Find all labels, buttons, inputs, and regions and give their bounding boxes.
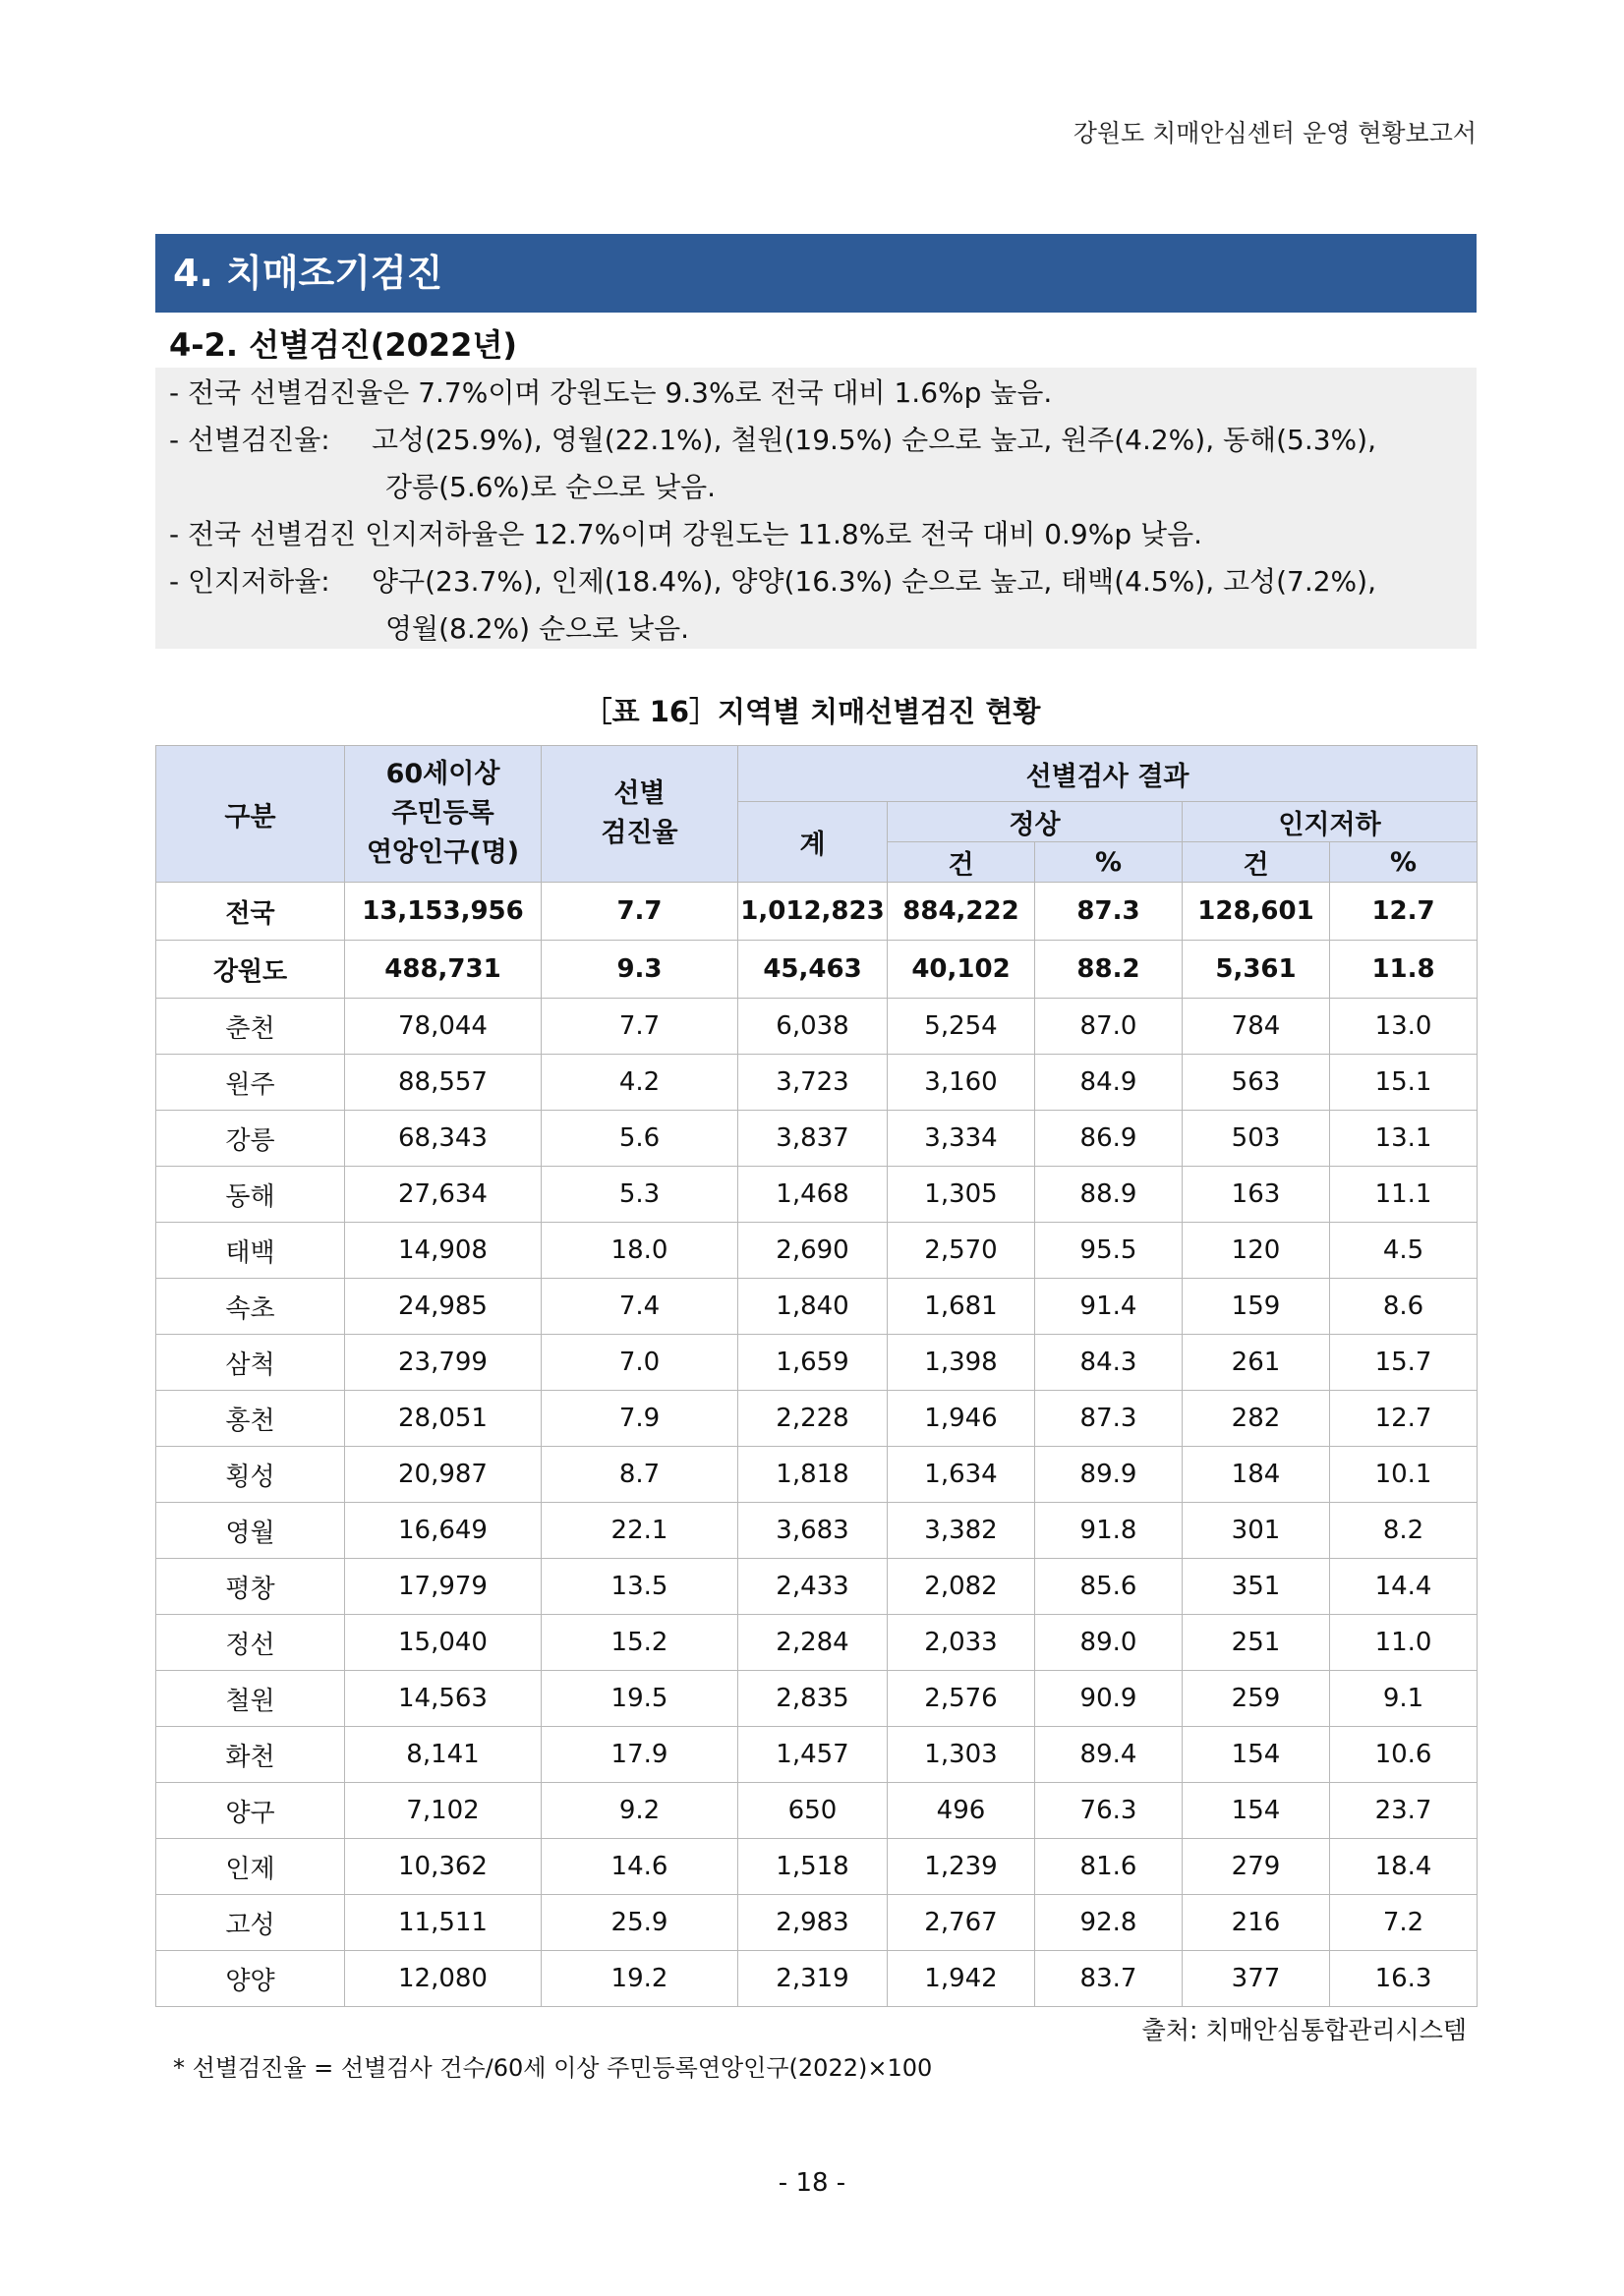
cell-normal-count: 2,576 [888, 1671, 1035, 1727]
cell-screening-rate: 18.0 [542, 1223, 738, 1279]
cell-normal-count: 3,160 [888, 1055, 1035, 1111]
cell-region: 동해 [156, 1167, 345, 1223]
footnote: * 선별검진율 = 선별검사 건수/60세 이상 주민등록연앙인구(2022)×100 [173, 2054, 933, 2082]
cell-impaired-count: 503 [1183, 1111, 1330, 1167]
cell-normal-percent: 95.5 [1035, 1223, 1183, 1279]
cell-impaired-percent: 11.1 [1330, 1167, 1478, 1223]
cell-normal-count: 5,254 [888, 999, 1035, 1055]
cell-region: 철원 [156, 1671, 345, 1727]
cell-population: 14,563 [345, 1671, 542, 1727]
cell-normal-percent: 89.0 [1035, 1615, 1183, 1671]
cell-region: 영월 [156, 1503, 345, 1559]
cell-population: 488,731 [345, 941, 542, 999]
cell-impaired-count: 563 [1183, 1055, 1330, 1111]
table-row [156, 1055, 1478, 1111]
cell-population: 16,649 [345, 1503, 542, 1559]
cell-impaired-percent: 8.6 [1330, 1279, 1478, 1335]
table-row [156, 883, 1478, 941]
cell-impaired-percent: 13.0 [1330, 999, 1478, 1055]
cell-region: 삼척 [156, 1335, 345, 1391]
table-row [156, 1279, 1478, 1335]
cell-screening-rate: 17.9 [542, 1727, 738, 1783]
table-row [156, 1335, 1478, 1391]
cell-screening-rate: 5.3 [542, 1167, 738, 1223]
cell-impaired-count: 128,601 [1183, 883, 1330, 941]
cell-population: 20,987 [345, 1447, 542, 1503]
cell-total: 1,012,823 [738, 883, 888, 941]
cell-population: 11,511 [345, 1895, 542, 1951]
cell-normal-percent: 92.8 [1035, 1895, 1183, 1951]
summary-label: - 선별검진율: [169, 424, 330, 456]
cell-screening-rate: 19.5 [542, 1671, 738, 1727]
cell-population: 23,799 [345, 1335, 542, 1391]
cell-impaired-count: 279 [1183, 1839, 1330, 1895]
cell-screening-rate: 7.9 [542, 1391, 738, 1447]
cell-screening-rate: 7.7 [542, 999, 738, 1055]
cell-impaired-percent: 15.7 [1330, 1335, 1478, 1391]
cell-impaired-count: 251 [1183, 1615, 1330, 1671]
cell-population: 15,040 [345, 1615, 542, 1671]
cell-normal-percent: 84.9 [1035, 1055, 1183, 1111]
cell-population: 14,908 [345, 1223, 542, 1279]
cell-impaired-percent: 4.5 [1330, 1223, 1478, 1279]
cell-normal-percent: 91.8 [1035, 1503, 1183, 1559]
cell-impaired-percent: 7.2 [1330, 1895, 1478, 1951]
cell-normal-percent: 88.2 [1035, 941, 1183, 999]
cell-region: 강릉 [156, 1111, 345, 1167]
table-caption: ［표 16］지역별 치매선별검진 현황 [583, 695, 1041, 728]
cell-impaired-count: 301 [1183, 1503, 1330, 1559]
cell-population: 17,979 [345, 1559, 542, 1615]
summary-text: 고성(25.9%), 영월(22.1%), 철원(19.5%) 순으로 높고, 원주(4.2%), 동해(5.3%), [372, 424, 1376, 456]
cell-impaired-count: 120 [1183, 1223, 1330, 1279]
cell-total: 2,433 [738, 1559, 888, 1615]
table-row [156, 1223, 1478, 1279]
cell-impaired-percent: 12.7 [1330, 1391, 1478, 1447]
cell-screening-rate: 7.7 [542, 883, 738, 941]
cell-population: 88,557 [345, 1055, 542, 1111]
cell-impaired-count: 282 [1183, 1391, 1330, 1447]
cell-region: 전국 [156, 883, 345, 941]
cell-impaired-percent: 11.8 [1330, 941, 1478, 999]
cell-region: 원주 [156, 1055, 345, 1111]
cell-impaired-percent: 13.1 [1330, 1111, 1478, 1167]
cell-screening-rate: 9.3 [542, 941, 738, 999]
header-impaired: 인지저하 [1183, 802, 1478, 842]
cell-normal-count: 3,382 [888, 1503, 1035, 1559]
cell-normal-count: 2,033 [888, 1615, 1035, 1671]
summary-line [169, 417, 1477, 464]
table-row [156, 1447, 1478, 1503]
cell-total: 3,683 [738, 1503, 888, 1559]
cell-normal-percent: 87.0 [1035, 999, 1183, 1055]
table-row [156, 1727, 1478, 1783]
cell-population: 8,141 [345, 1727, 542, 1783]
cell-total: 3,723 [738, 1055, 888, 1111]
cell-impaired-percent: 9.1 [1330, 1671, 1478, 1727]
cell-impaired-percent: 16.3 [1330, 1951, 1478, 2007]
cell-impaired-count: 154 [1183, 1727, 1330, 1783]
cell-normal-count: 2,570 [888, 1223, 1035, 1279]
cell-total: 45,463 [738, 941, 888, 999]
cell-population: 78,044 [345, 999, 542, 1055]
cell-population: 7,102 [345, 1783, 542, 1839]
cell-impaired-percent: 10.6 [1330, 1727, 1478, 1783]
cell-impaired-count: 184 [1183, 1447, 1330, 1503]
cell-impaired-percent: 18.4 [1330, 1839, 1478, 1895]
cell-screening-rate: 22.1 [542, 1503, 738, 1559]
cell-impaired-count: 163 [1183, 1167, 1330, 1223]
summary-line [169, 558, 1477, 605]
summary-line: - 전국 선별검진율은 7.7%이며 강원도는 9.3%로 전국 대비 1.6%p 높음. [169, 376, 1053, 409]
cell-impaired-count: 351 [1183, 1559, 1330, 1615]
cell-impaired-percent: 10.1 [1330, 1447, 1478, 1503]
cell-impaired-percent: 15.1 [1330, 1055, 1478, 1111]
cell-normal-count: 884,222 [888, 883, 1035, 941]
cell-normal-count: 1,305 [888, 1167, 1035, 1223]
cell-total: 2,284 [738, 1615, 888, 1671]
cell-region: 양구 [156, 1783, 345, 1839]
cell-region: 강원도 [156, 941, 345, 999]
cell-total: 2,228 [738, 1391, 888, 1447]
header-total: 계 [738, 802, 888, 883]
subsection-title: 4-2. 선별검진(2022년) [169, 326, 517, 364]
table-row [156, 1951, 1478, 2007]
cell-population: 12,080 [345, 1951, 542, 2007]
summary-line: 강릉(5.6%)로 순으로 낮음. [385, 471, 717, 503]
cell-normal-count: 1,398 [888, 1335, 1035, 1391]
cell-normal-count: 1,681 [888, 1279, 1035, 1335]
cell-normal-percent: 76.3 [1035, 1783, 1183, 1839]
cell-normal-percent: 90.9 [1035, 1671, 1183, 1727]
cell-total: 2,835 [738, 1671, 888, 1727]
summary-box [155, 368, 1477, 649]
cell-normal-percent: 85.6 [1035, 1559, 1183, 1615]
cell-total: 2,690 [738, 1223, 888, 1279]
table-row [156, 1615, 1478, 1671]
cell-normal-percent: 89.4 [1035, 1727, 1183, 1783]
header-result: 선별검사 결과 [738, 746, 1478, 802]
cell-normal-percent: 83.7 [1035, 1951, 1183, 2007]
running-header: 강원도 치매안심센터 운영 현황보고서 [1073, 119, 1477, 147]
cell-region: 양양 [156, 1951, 345, 2007]
cell-normal-count: 1,239 [888, 1839, 1035, 1895]
cell-total: 3,837 [738, 1111, 888, 1167]
cell-total: 6,038 [738, 999, 888, 1055]
summary-line: 영월(8.2%) 순으로 낮음. [385, 612, 690, 645]
header-screening-rate: 선별 검진율 [542, 746, 738, 883]
cell-screening-rate: 19.2 [542, 1951, 738, 2007]
header-normal-count: 건 [888, 842, 1035, 883]
cell-screening-rate: 13.5 [542, 1559, 738, 1615]
table-row [156, 1111, 1478, 1167]
cell-population: 10,362 [345, 1839, 542, 1895]
table-row [156, 1895, 1478, 1951]
cell-total: 1,468 [738, 1167, 888, 1223]
table-row [156, 1839, 1478, 1895]
cell-impaired-percent: 12.7 [1330, 883, 1478, 941]
cell-impaired-count: 261 [1183, 1335, 1330, 1391]
cell-normal-percent: 89.9 [1035, 1447, 1183, 1503]
cell-normal-count: 40,102 [888, 941, 1035, 999]
cell-total: 1,659 [738, 1335, 888, 1391]
cell-impaired-count: 159 [1183, 1279, 1330, 1335]
cell-region: 정선 [156, 1615, 345, 1671]
summary-line: - 전국 선별검진 인지저하율은 12.7%이며 강원도는 11.8%로 전국 대비 0.9%p 낮음. [169, 518, 1203, 550]
cell-screening-rate: 9.2 [542, 1783, 738, 1839]
cell-region: 태백 [156, 1223, 345, 1279]
cell-total: 1,818 [738, 1447, 888, 1503]
cell-region: 춘천 [156, 999, 345, 1055]
screening-table [155, 745, 1478, 2007]
cell-total: 1,457 [738, 1727, 888, 1783]
cell-population: 13,153,956 [345, 883, 542, 941]
cell-screening-rate: 5.6 [542, 1111, 738, 1167]
header-normal-percent: % [1035, 842, 1183, 883]
cell-impaired-percent: 14.4 [1330, 1559, 1478, 1615]
header-impaired-count: 건 [1183, 842, 1330, 883]
cell-total: 2,319 [738, 1951, 888, 2007]
cell-screening-rate: 7.4 [542, 1279, 738, 1335]
header-category: 구분 [156, 746, 345, 883]
header-impaired-percent: % [1330, 842, 1478, 883]
cell-normal-percent: 86.9 [1035, 1111, 1183, 1167]
cell-region: 홍천 [156, 1391, 345, 1447]
cell-screening-rate: 7.0 [542, 1335, 738, 1391]
table-row [156, 1783, 1478, 1839]
summary-label: - 인지저하율: [169, 565, 330, 598]
cell-normal-percent: 84.3 [1035, 1335, 1183, 1391]
cell-screening-rate: 14.6 [542, 1839, 738, 1895]
cell-normal-count: 1,303 [888, 1727, 1035, 1783]
cell-normal-count: 2,082 [888, 1559, 1035, 1615]
cell-region: 인제 [156, 1839, 345, 1895]
cell-region: 속초 [156, 1279, 345, 1335]
table-row [156, 1559, 1478, 1615]
cell-normal-count: 1,634 [888, 1447, 1035, 1503]
cell-population: 24,985 [345, 1279, 542, 1335]
table-row [156, 941, 1478, 999]
cell-normal-percent: 81.6 [1035, 1839, 1183, 1895]
table-row [156, 1503, 1478, 1559]
cell-total: 1,518 [738, 1839, 888, 1895]
table-row [156, 1391, 1478, 1447]
table-body [156, 883, 1478, 2007]
table-row [156, 1671, 1478, 1727]
cell-screening-rate: 25.9 [542, 1895, 738, 1951]
page-number: - 18 - [778, 2168, 846, 2198]
cell-region: 고성 [156, 1895, 345, 1951]
cell-normal-count: 3,334 [888, 1111, 1035, 1167]
cell-total: 650 [738, 1783, 888, 1839]
cell-impaired-percent: 23.7 [1330, 1783, 1478, 1839]
cell-population: 68,343 [345, 1111, 542, 1167]
cell-normal-count: 1,946 [888, 1391, 1035, 1447]
cell-impaired-count: 377 [1183, 1951, 1330, 2007]
cell-normal-percent: 91.4 [1035, 1279, 1183, 1335]
table-row [156, 999, 1478, 1055]
cell-normal-percent: 88.9 [1035, 1167, 1183, 1223]
cell-normal-count: 2,767 [888, 1895, 1035, 1951]
cell-total: 1,840 [738, 1279, 888, 1335]
cell-impaired-count: 216 [1183, 1895, 1330, 1951]
cell-total: 2,983 [738, 1895, 888, 1951]
header-normal: 정상 [888, 802, 1183, 842]
cell-normal-percent: 87.3 [1035, 1391, 1183, 1447]
cell-impaired-count: 154 [1183, 1783, 1330, 1839]
section-title: 4. 치매조기검진 [155, 234, 1477, 313]
cell-region: 평창 [156, 1559, 345, 1615]
cell-normal-count: 496 [888, 1783, 1035, 1839]
cell-impaired-percent: 11.0 [1330, 1615, 1478, 1671]
cell-screening-rate: 4.2 [542, 1055, 738, 1111]
cell-normal-count: 1,942 [888, 1951, 1035, 2007]
header-population: 60세이상 주민등록 연앙인구(명) [345, 746, 542, 883]
cell-impaired-count: 259 [1183, 1671, 1330, 1727]
cell-impaired-percent: 8.2 [1330, 1503, 1478, 1559]
cell-population: 27,634 [345, 1167, 542, 1223]
cell-impaired-count: 784 [1183, 999, 1330, 1055]
summary-text: 양구(23.7%), 인제(18.4%), 양양(16.3%) 순으로 높고, 태백(4.5%), 고성(7.2%), [372, 565, 1376, 598]
cell-screening-rate: 15.2 [542, 1615, 738, 1671]
cell-impaired-count: 5,361 [1183, 941, 1330, 999]
table-row [156, 1167, 1478, 1223]
cell-population: 28,051 [345, 1391, 542, 1447]
source-note: 출처: 치매안심통합관리시스템 [1141, 2016, 1467, 2044]
cell-region: 화천 [156, 1727, 345, 1783]
cell-region: 횡성 [156, 1447, 345, 1503]
cell-screening-rate: 8.7 [542, 1447, 738, 1503]
cell-normal-percent: 87.3 [1035, 883, 1183, 941]
